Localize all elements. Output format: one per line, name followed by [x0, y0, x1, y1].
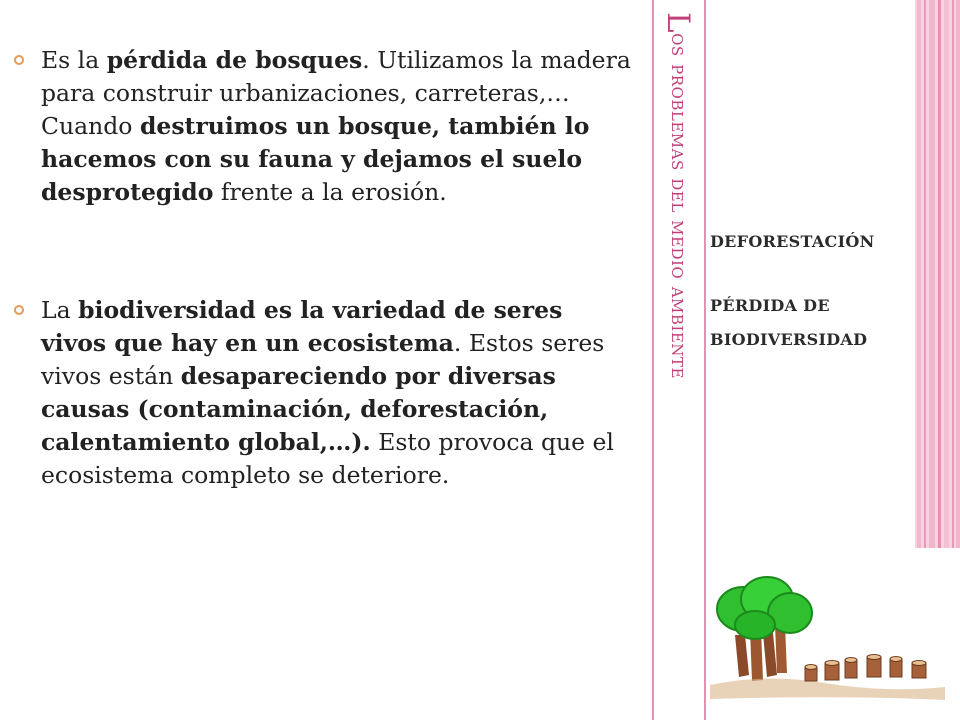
bullet-deforestation	[14, 44, 634, 208]
subtopic-list	[710, 232, 875, 357]
decorative-stripes	[915, 0, 960, 548]
title-divider-left	[652, 0, 654, 720]
ring-bullet-icon	[14, 305, 24, 315]
slide-title	[660, 12, 700, 632]
deforestation-trees-icon	[705, 575, 950, 720]
subtopic-biodiversity-loss: PÉRDIDA DE BIODIVERSIDAD	[710, 296, 868, 349]
ring-bullet-icon	[14, 55, 24, 65]
bullet-text: La biodiversidad es la variedad de seres vivos que hay en un ecosistema. Estos seres vivos están desapareciendo por diversas causas (contaminación, deforestación, calentamiento global,…). Esto provoca que el ecosistema completo se deteriore.	[41, 296, 614, 489]
subtopic-deforestation: DEFORESTACIÓN	[710, 232, 875, 251]
title-initial: L	[660, 12, 696, 34]
slide-content	[14, 44, 634, 492]
bullet-text: Es la pérdida de bosques. Utilizamos la madera para construir urbanizaciones, carreteras,… Cuando destruimos un bosque, también lo hacemos con su fauna y dejamos el suelo desprotegido frente a la erosión.	[41, 46, 631, 206]
title-rest: os problemas del medio ambiente	[666, 33, 691, 379]
bullet-biodiversity	[14, 294, 634, 491]
